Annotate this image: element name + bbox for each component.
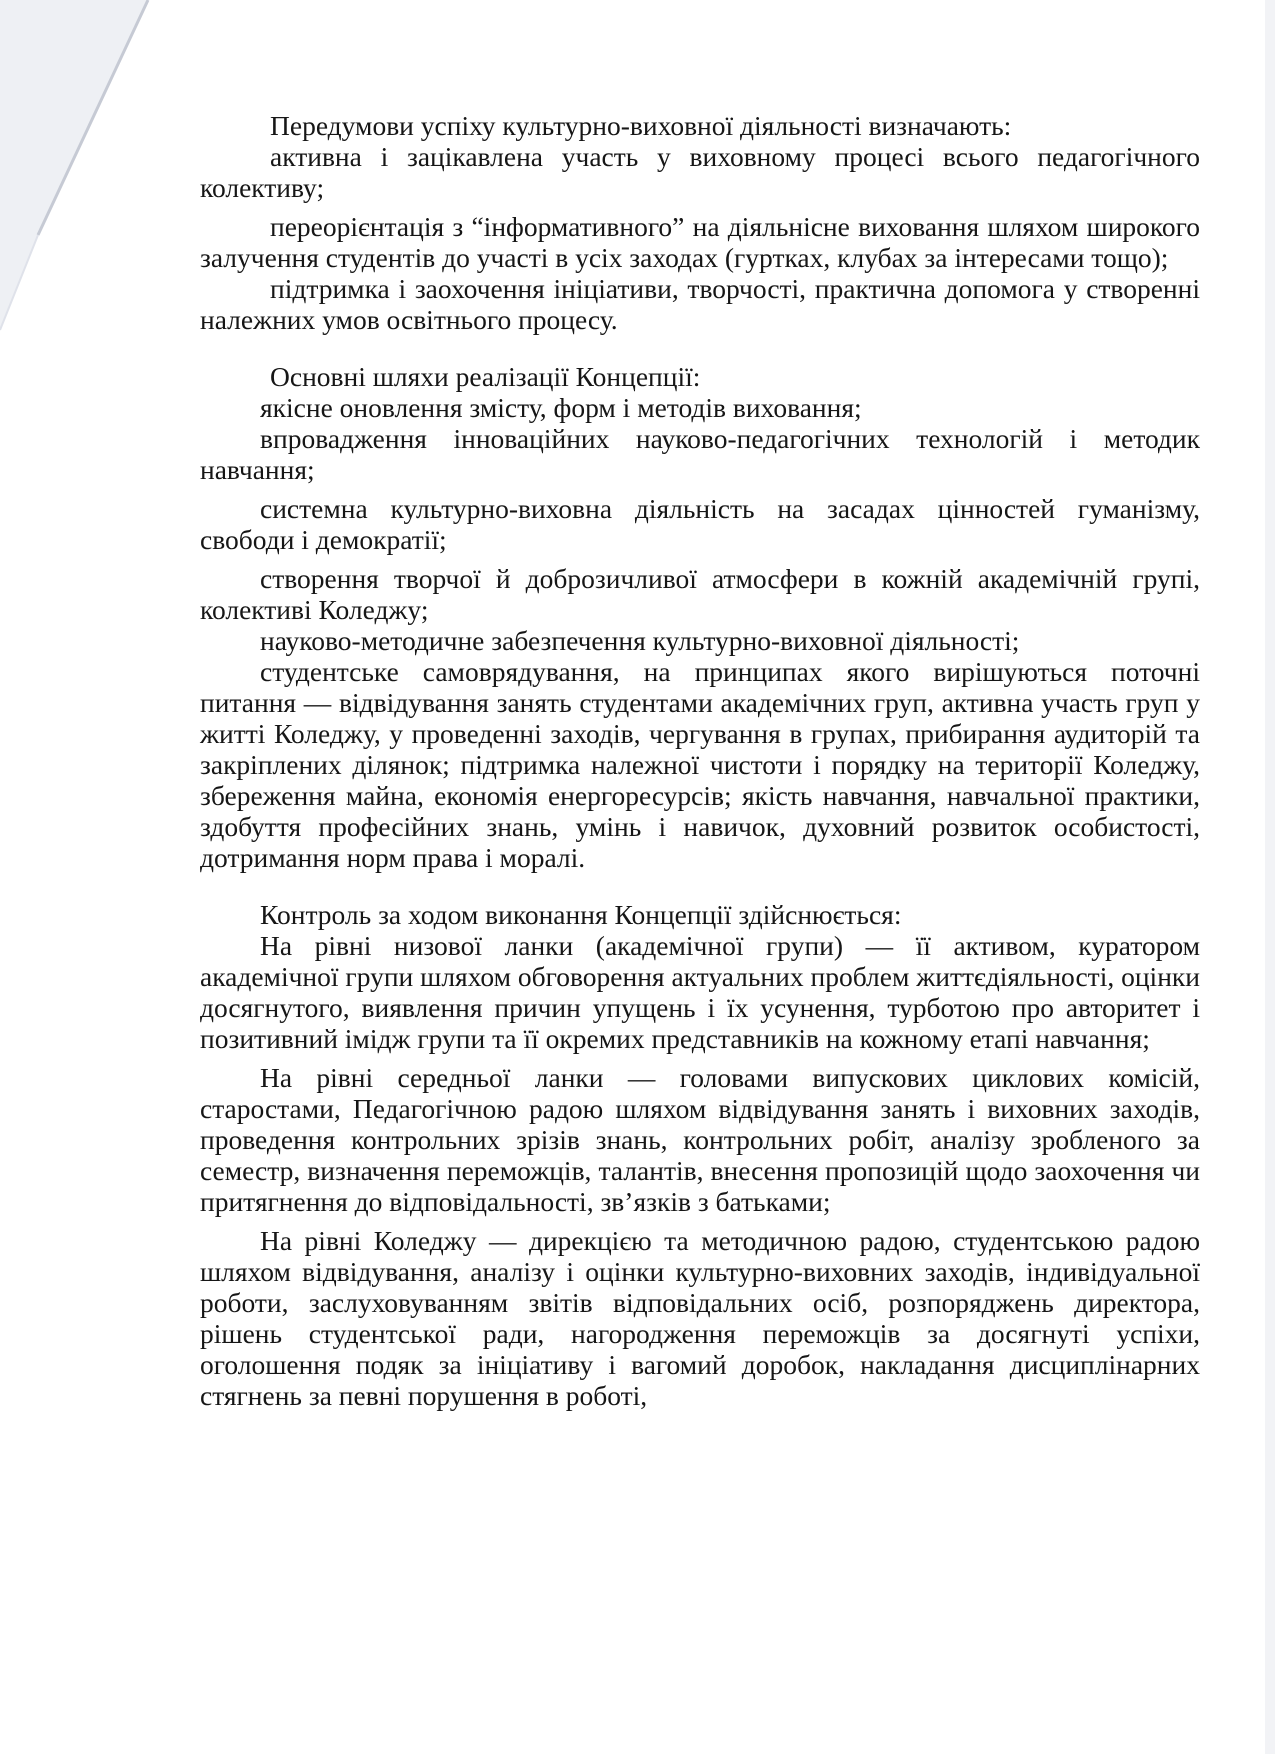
paragraph-item: На рівні низової ланки (академічної групи) — її активом, куратором академічної групи шляхом обговорення актуальних проблем життєдіяльності, оцінки досягнутого, виявлення причин упущень і їх усунення, турботою про авторитет і позитивний імідж групи та її окремих представників на кожному етапі навчання; xyxy=(200,930,1200,1054)
paragraph-item: впровадження інноваційних науково-педагогічних технологій і методик навчання; xyxy=(200,423,1200,485)
paragraph-item: створення творчої й доброзичливої атмосфери в кожній академічній групі, колективі Коледжу; xyxy=(200,563,1200,625)
paragraph-item: На рівні середньої ланки — головами випускових циклових комісій, старостами, Педагогічною радою шляхом відвідування занять і виховних заходів, проведення контрольних зрізів знань, контрольних робіт, аналізу зробленого за семестр, визначення переможців, талантів, внесення пропозицій щодо заохочення чи притягнення до відповідальності, зв’язків з батьками; xyxy=(200,1062,1200,1217)
paragraph-item: науково-методичне забезпечення культурно-виховної діяльності; xyxy=(260,625,1020,656)
paragraph-item: переорієнтація з “інформативного” на діяльнісне виховання шляхом широкого залучення студентів до участі в усіх заходах (гуртках, клубах за інтересами тощо); xyxy=(200,211,1200,273)
paragraph-item: якісне оновлення змісту, форм і методів виховання; xyxy=(260,392,862,423)
paragraph-item: студентське самоврядування, на принципах якого вирішуються поточні питання — відвідування занять студентами академічних груп, активна участь груп у житті Коледжу, у проведенні заходів, чергування в групах, прибирання аудиторій та закріплених ділянок; підтримка належної чистоти і порядку на території Коледжу, збереження майна, економія енергоресурсів; якість навчання, навчальної практики, здобуття професійних знань, умінь і навичок, духовний розвиток особистості, дотримання норм права і моралі. xyxy=(200,656,1200,873)
paragraph-control-heading: Контроль за ходом виконання Концепції здійснюється: xyxy=(260,899,902,930)
document-body xyxy=(200,110,1200,1411)
paragraph-item: системна культурно-виховна діяльність на засадах цінностей гуманізму, свободи і демократії; xyxy=(200,493,1200,555)
paragraph-item: активна і зацікавлена участь у виховному процесі всього педагогічного колективу; xyxy=(200,141,1200,203)
paragraph-ways-heading: Основні шляхи реалізації Концепції: xyxy=(270,361,701,392)
paragraph-preconditions-heading: Передумови успіху культурно-виховної діяльності визначають: xyxy=(270,110,1012,141)
paragraph-item: підтримка і заохочення ініціативи, творчості, практична допомога у створенні належних умов освітнього процесу. xyxy=(200,273,1200,335)
paragraph-item: На рівні Коледжу — дирекцією та методичною радою, студентською радою шляхом відвідування, аналізу і оцінки культурно-виховних заходів, індивідуальної роботи, заслуховуванням звітів відповідальних осіб, розпоряджень директора, рішень студентської ради, нагородження переможців за досягнуті успіхи, оголошення подяк за ініціативу і вагомий доробок, накладання дисциплінарних стягнень за певні порушення в роботі, xyxy=(200,1225,1200,1411)
